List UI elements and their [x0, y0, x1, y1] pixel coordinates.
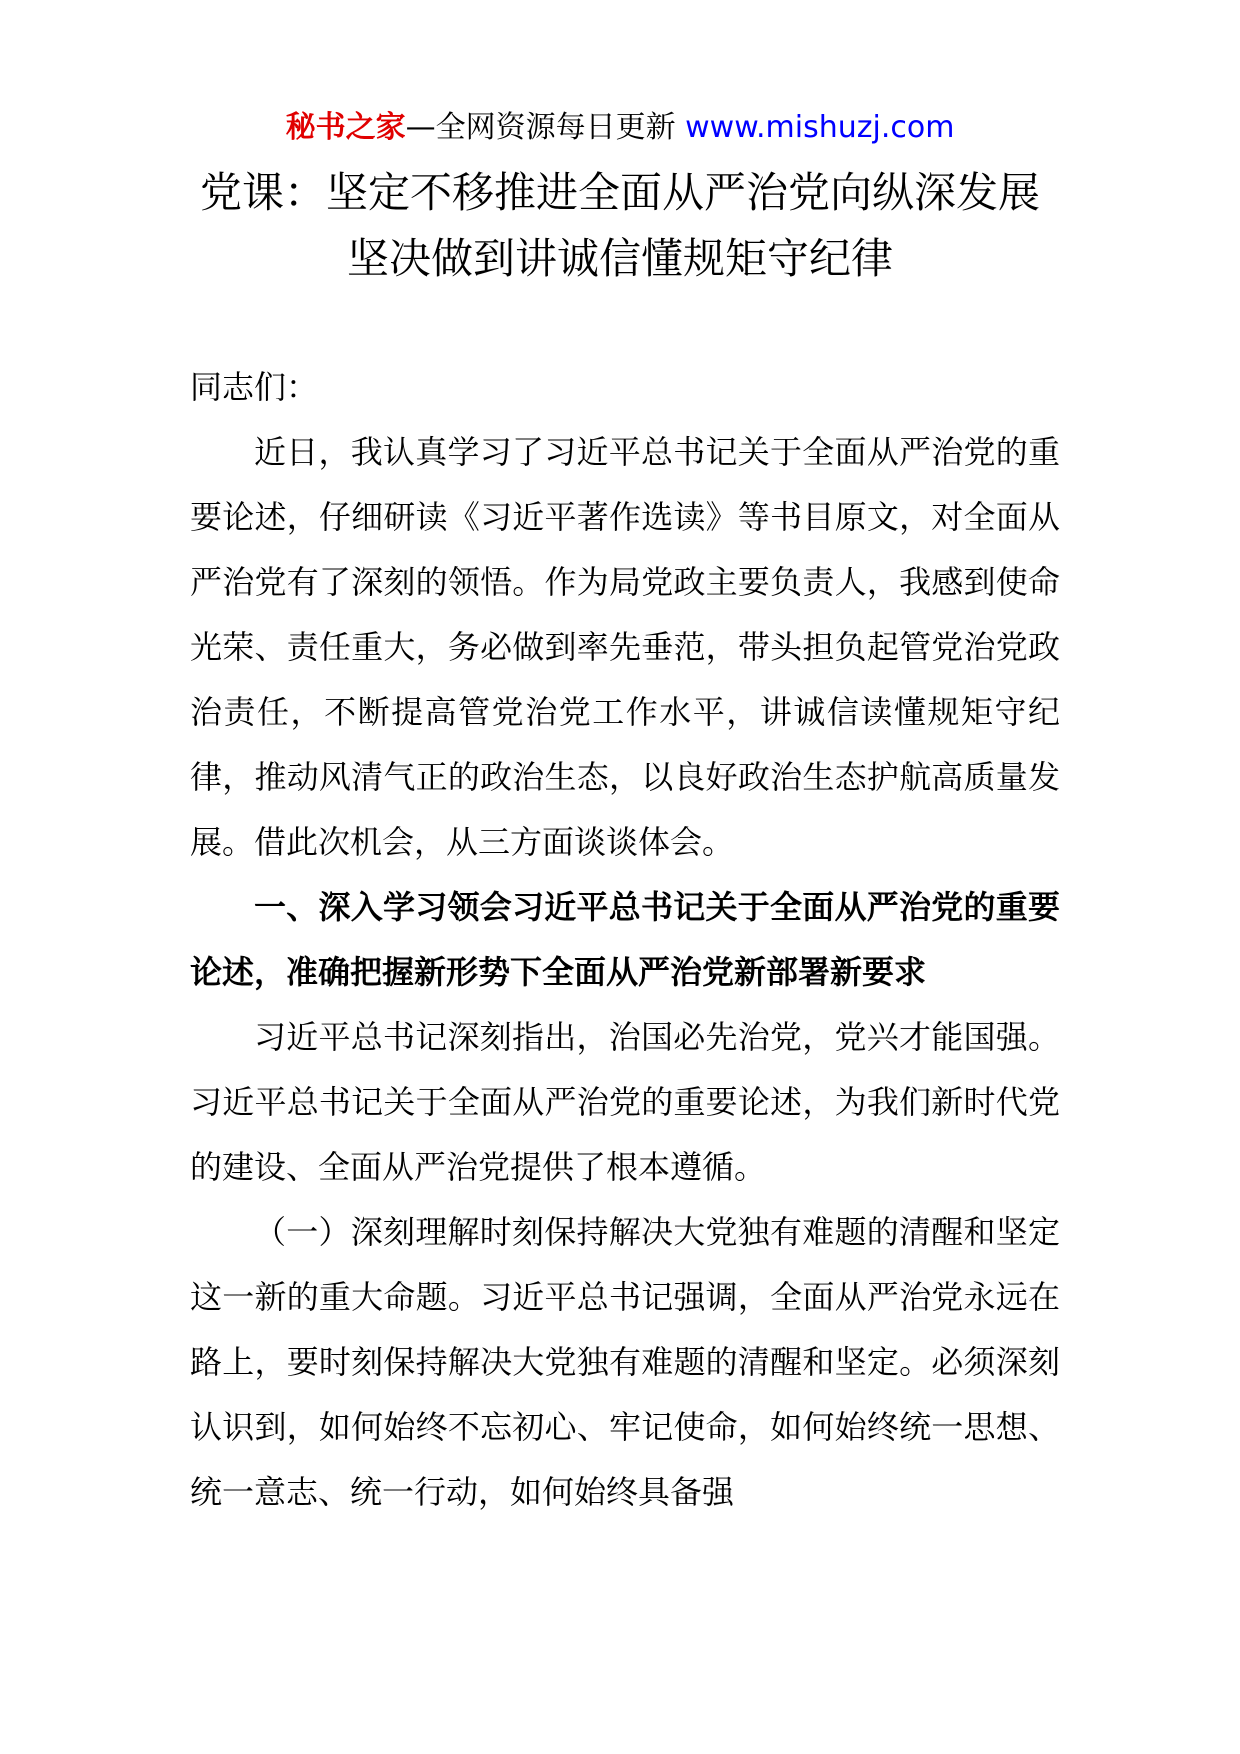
document-body	[190, 355, 1060, 1525]
site-url-link[interactable]: www.mishuzj.com	[685, 110, 955, 145]
salutation: 同志们：	[190, 368, 319, 406]
site-header	[0, 100, 1240, 156]
paragraph-subsection-1: （一）深刻理解时刻保持解决大党独有难题的清醒和坚定这一新的重大命题。习近平总书记强调，全面从严治党永远在路上，要时刻保持解决大党独有难题的清醒和坚定。必须深刻认识到，如何始终不忘初心、牢记使命，如何始终统一思想、统一意志、统一行动，如何始终具备强	[190, 1213, 1060, 1511]
brand-name: 秘书之家	[285, 110, 406, 145]
header-tagline: —全网资源每日更新	[405, 110, 686, 145]
paragraph-section-1: 习近平总书记深刻指出，治国必先治党，党兴才能国强。习近平总书记关于全面从严治党的重要论述，为我们新时代党的建设、全面从严治党提供了根本遵循。	[190, 1018, 1060, 1186]
document-title-line-1: 党课：坚定不移推进全面从严治党向纵深发展	[199, 168, 1040, 217]
document-title-line-2: 坚决做到讲诚信懂规矩守纪律	[346, 234, 893, 283]
paragraph-intro: 近日，我认真学习了习近平总书记关于全面从严治党的重要论述，仔细研读《习近平著作选读》等书目原文，对全面从严治党有了深刻的领悟。作为局党政主要负责人，我感到使命光荣、责任重大，务必做到率先垂范，带头担负起管党治党政治责任，不断提高管党治党工作水平，讲诚信读懂规矩守纪律，推动风清气正的政治生态，以良好政治生态护航高质量发展。借此次机会，从三方面谈谈体会。	[190, 433, 1060, 861]
section-heading-1: 一、深入学习领会习近平总书记关于全面从严治党的重要论述，准确把握新形势下全面从严治党新部署新要求	[190, 888, 1060, 991]
